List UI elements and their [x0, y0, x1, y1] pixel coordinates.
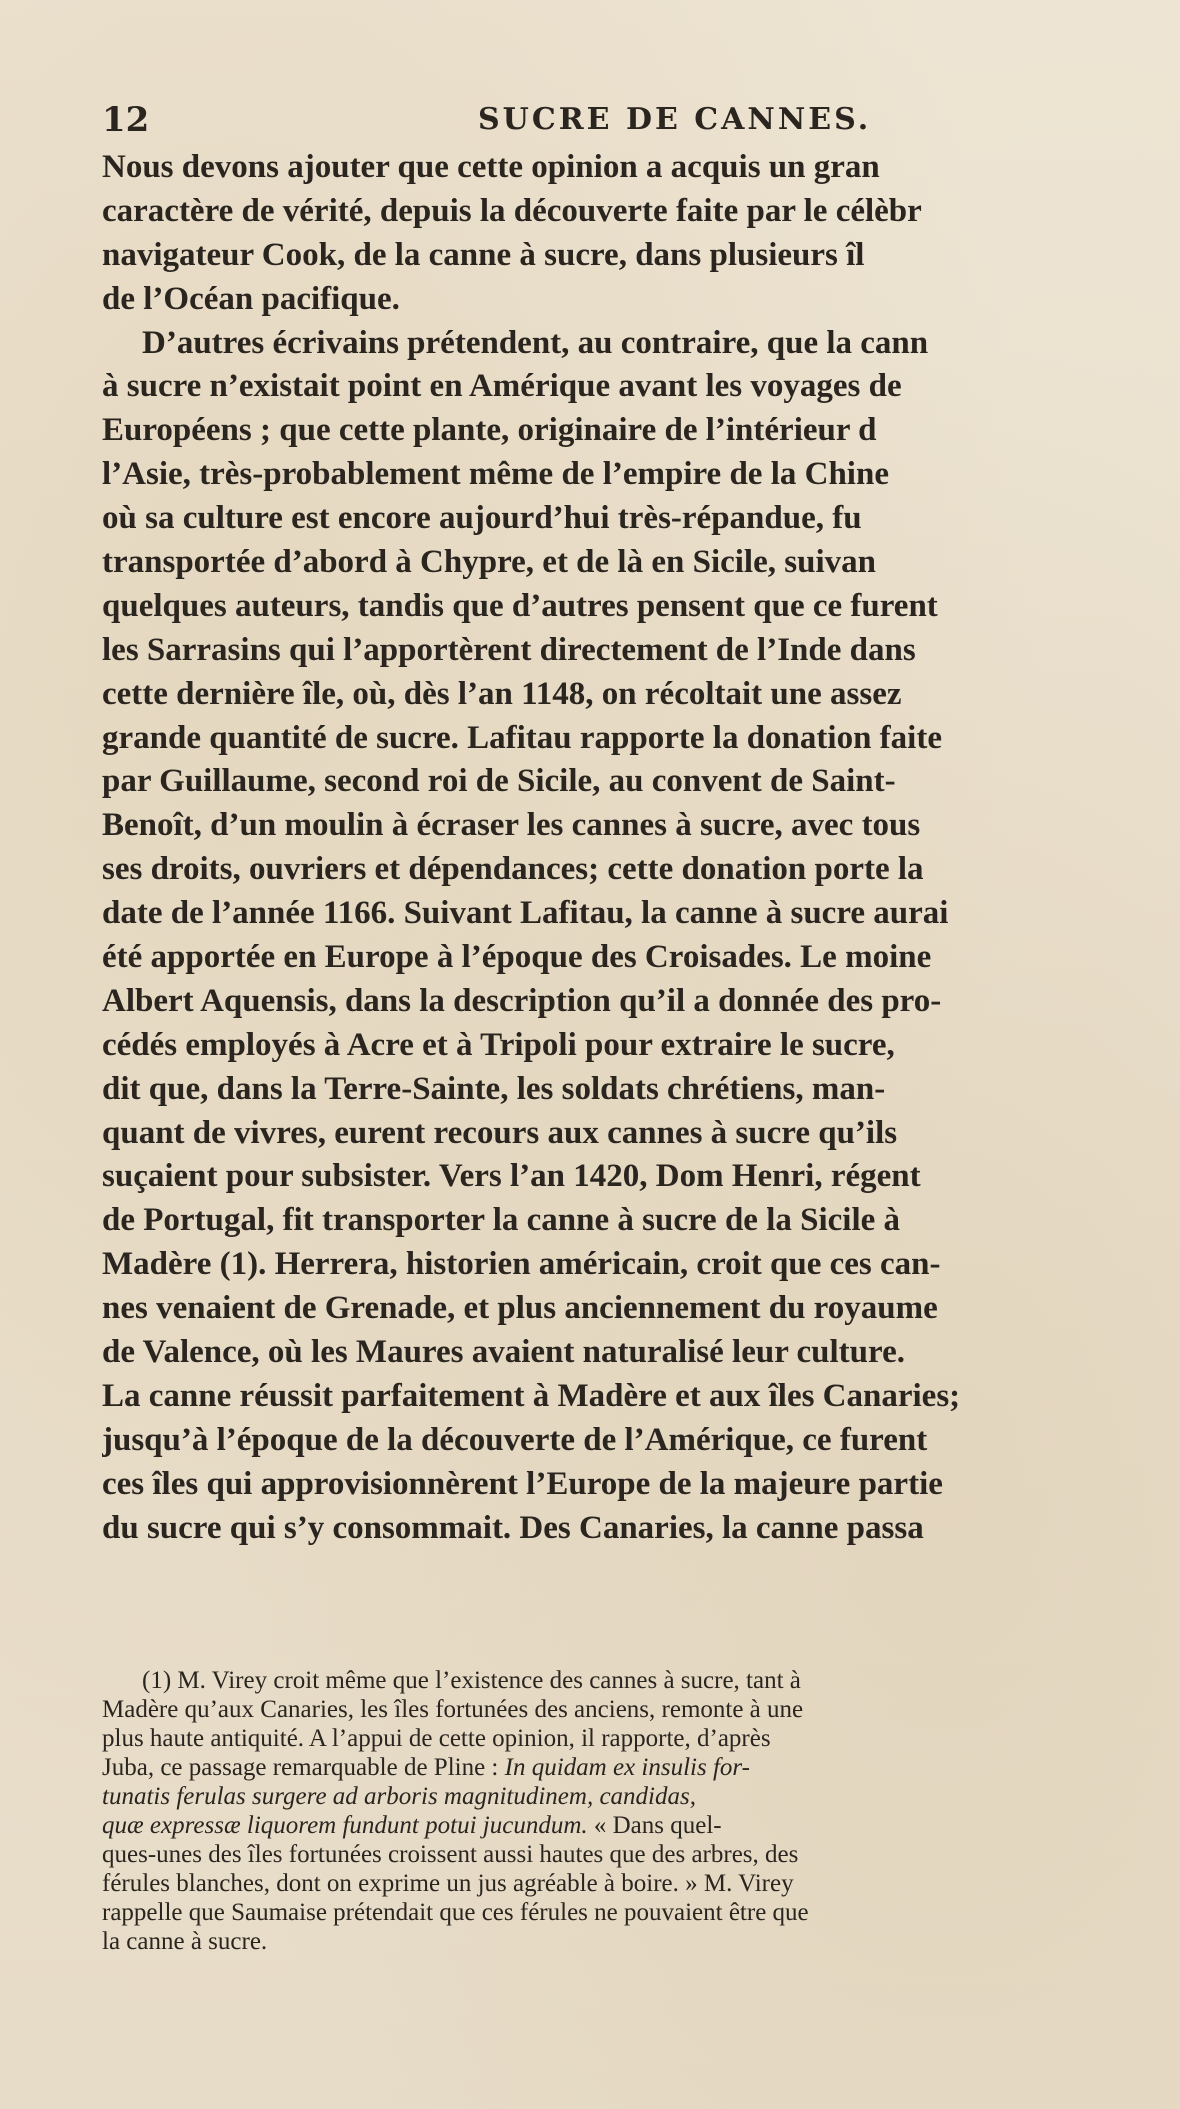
text-line: D’autres écrivains prétendent, au contraire, que la cann	[142, 324, 929, 361]
text-line: caractère de vérité, depuis la découverte faite par le célèbr	[102, 192, 922, 229]
text-line: quelques auteurs, tandis que d’autres pensent que ce furent	[102, 587, 938, 624]
text-line: quant de vivres, eurent recours aux cannes à sucre qu’ils	[102, 1114, 898, 1151]
text-line: dit que, dans la Terre-Sainte, les soldats chrétiens, man-	[102, 1070, 886, 1107]
text-line: par Guillaume, second roi de Sicile, au convent de Saint-	[102, 763, 896, 800]
text-line: Madère (1). Herrera, historien américain, croit que ces can-	[102, 1246, 941, 1283]
footnote	[102, 1666, 1180, 1956]
text-line: l’Asie, très-probablement même de l’empire de la Chine	[102, 456, 889, 493]
text-line: nes venaient de Grenade, et plus anciennement du royaume	[102, 1290, 938, 1327]
footnote-line: rappelle que Saumaise prétendait que ces férules ne pouvaient être que	[102, 1899, 809, 1926]
footnote-text: Juba, ce passage remarquable de Pline :	[102, 1754, 505, 1781]
text-line: grande quantité de sucre. Lafitau rapporte la donation faite	[102, 719, 942, 756]
text-line: ses droits, ouvriers et dépendances; cette donation porte la	[102, 851, 924, 888]
footnote-line: férules blanches, dont on exprime un jus agréable à boire. » M. Virey	[102, 1870, 794, 1897]
footnote-line	[102, 1753, 1180, 1782]
footnote-text: « Dans quel-	[587, 1812, 722, 1839]
latin-quote: In quidam ex insulis for-	[504, 1754, 750, 1781]
footnote-line: (1) M. Virey croit même que l’existence des cannes à sucre, tant à	[142, 1667, 801, 1694]
text-line: à sucre n’existait point en Amérique avant les voyages de	[102, 368, 902, 405]
text-line: Benoît, d’un moulin à écraser les cannes à sucre, avec tous	[102, 807, 921, 844]
latin-quote: tunatis ferulas surgere ad arboris magnitudinem, candidas,	[102, 1783, 696, 1810]
text-line: cédés employés à Acre et à Tripoli pour extraire le sucre,	[102, 1026, 895, 1063]
text-line: de Valence, où les Maures avaient naturalisé leur culture.	[102, 1334, 905, 1371]
text-line: les Sarrasins qui l’apportèrent directement de l’Inde dans	[102, 631, 916, 668]
footnote-line	[102, 1811, 1180, 1840]
text-line: cette dernière île, où, dès l’an 1148, on récoltait une assez	[102, 675, 902, 712]
page-header	[102, 100, 1180, 140]
text-line: Nous devons ajouter que cette opinion a acquis un gran	[102, 149, 880, 185]
text-line: Albert Aquensis, dans la description qu’il a donnée des pro-	[102, 982, 942, 1019]
text-line: transportée d’abord à Chypre, et de là en Sicile, suivan	[102, 544, 876, 581]
text-line: suçaient pour subsister. Vers l’an 1420, Dom Henri, régent	[102, 1158, 921, 1195]
text-line: La canne réussit parfaitement à Madère et aux îles Canaries;	[102, 1377, 961, 1414]
text-line: du sucre qui s’y consommait. Des Canaries, la canne passa	[102, 1509, 924, 1546]
text-line: Européens ; que cette plante, originaire de l’intérieur d	[102, 412, 877, 449]
text-line: de l’Océan pacifique.	[102, 280, 400, 317]
main-text	[102, 146, 1180, 1551]
page-number: 12	[102, 100, 150, 140]
text-line: date de l’année 1166. Suivant Lafitau, la canne à sucre aurai	[102, 895, 949, 932]
text-line: de Portugal, fit transporter la canne à sucre de la Sicile à	[102, 1202, 901, 1239]
text-line: jusqu’à l’époque de la découverte de l’Amérique, ce furent	[102, 1421, 928, 1458]
footnote-line: plus haute antiquité. A l’appui de cette opinion, il rapporte, d’après	[102, 1725, 771, 1752]
text-line: été apportée en Europe à l’époque des Croisades. Le moine	[102, 939, 932, 976]
footnote-line: Madère qu’aux Canaries, les îles fortunées des anciens, remonte à une	[102, 1696, 804, 1723]
text-line: où sa culture est encore aujourd’hui très-répandue, fu	[102, 500, 862, 537]
running-title: SUCRE DE CANNES.	[478, 102, 872, 137]
text-line: ces îles qui approvisionnèrent l’Europe de la majeure partie	[102, 1465, 943, 1502]
footnote-line: ques-unes des îles fortunées croissent aussi hautes que des arbres, des	[102, 1841, 799, 1868]
text-line: navigateur Cook, de la canne à sucre, dans plusieurs îl	[102, 236, 865, 273]
latin-quote: quæ expressæ liquorem fundunt potui jucundum.	[102, 1812, 588, 1839]
footnote-line: la canne à sucre.	[102, 1928, 268, 1955]
